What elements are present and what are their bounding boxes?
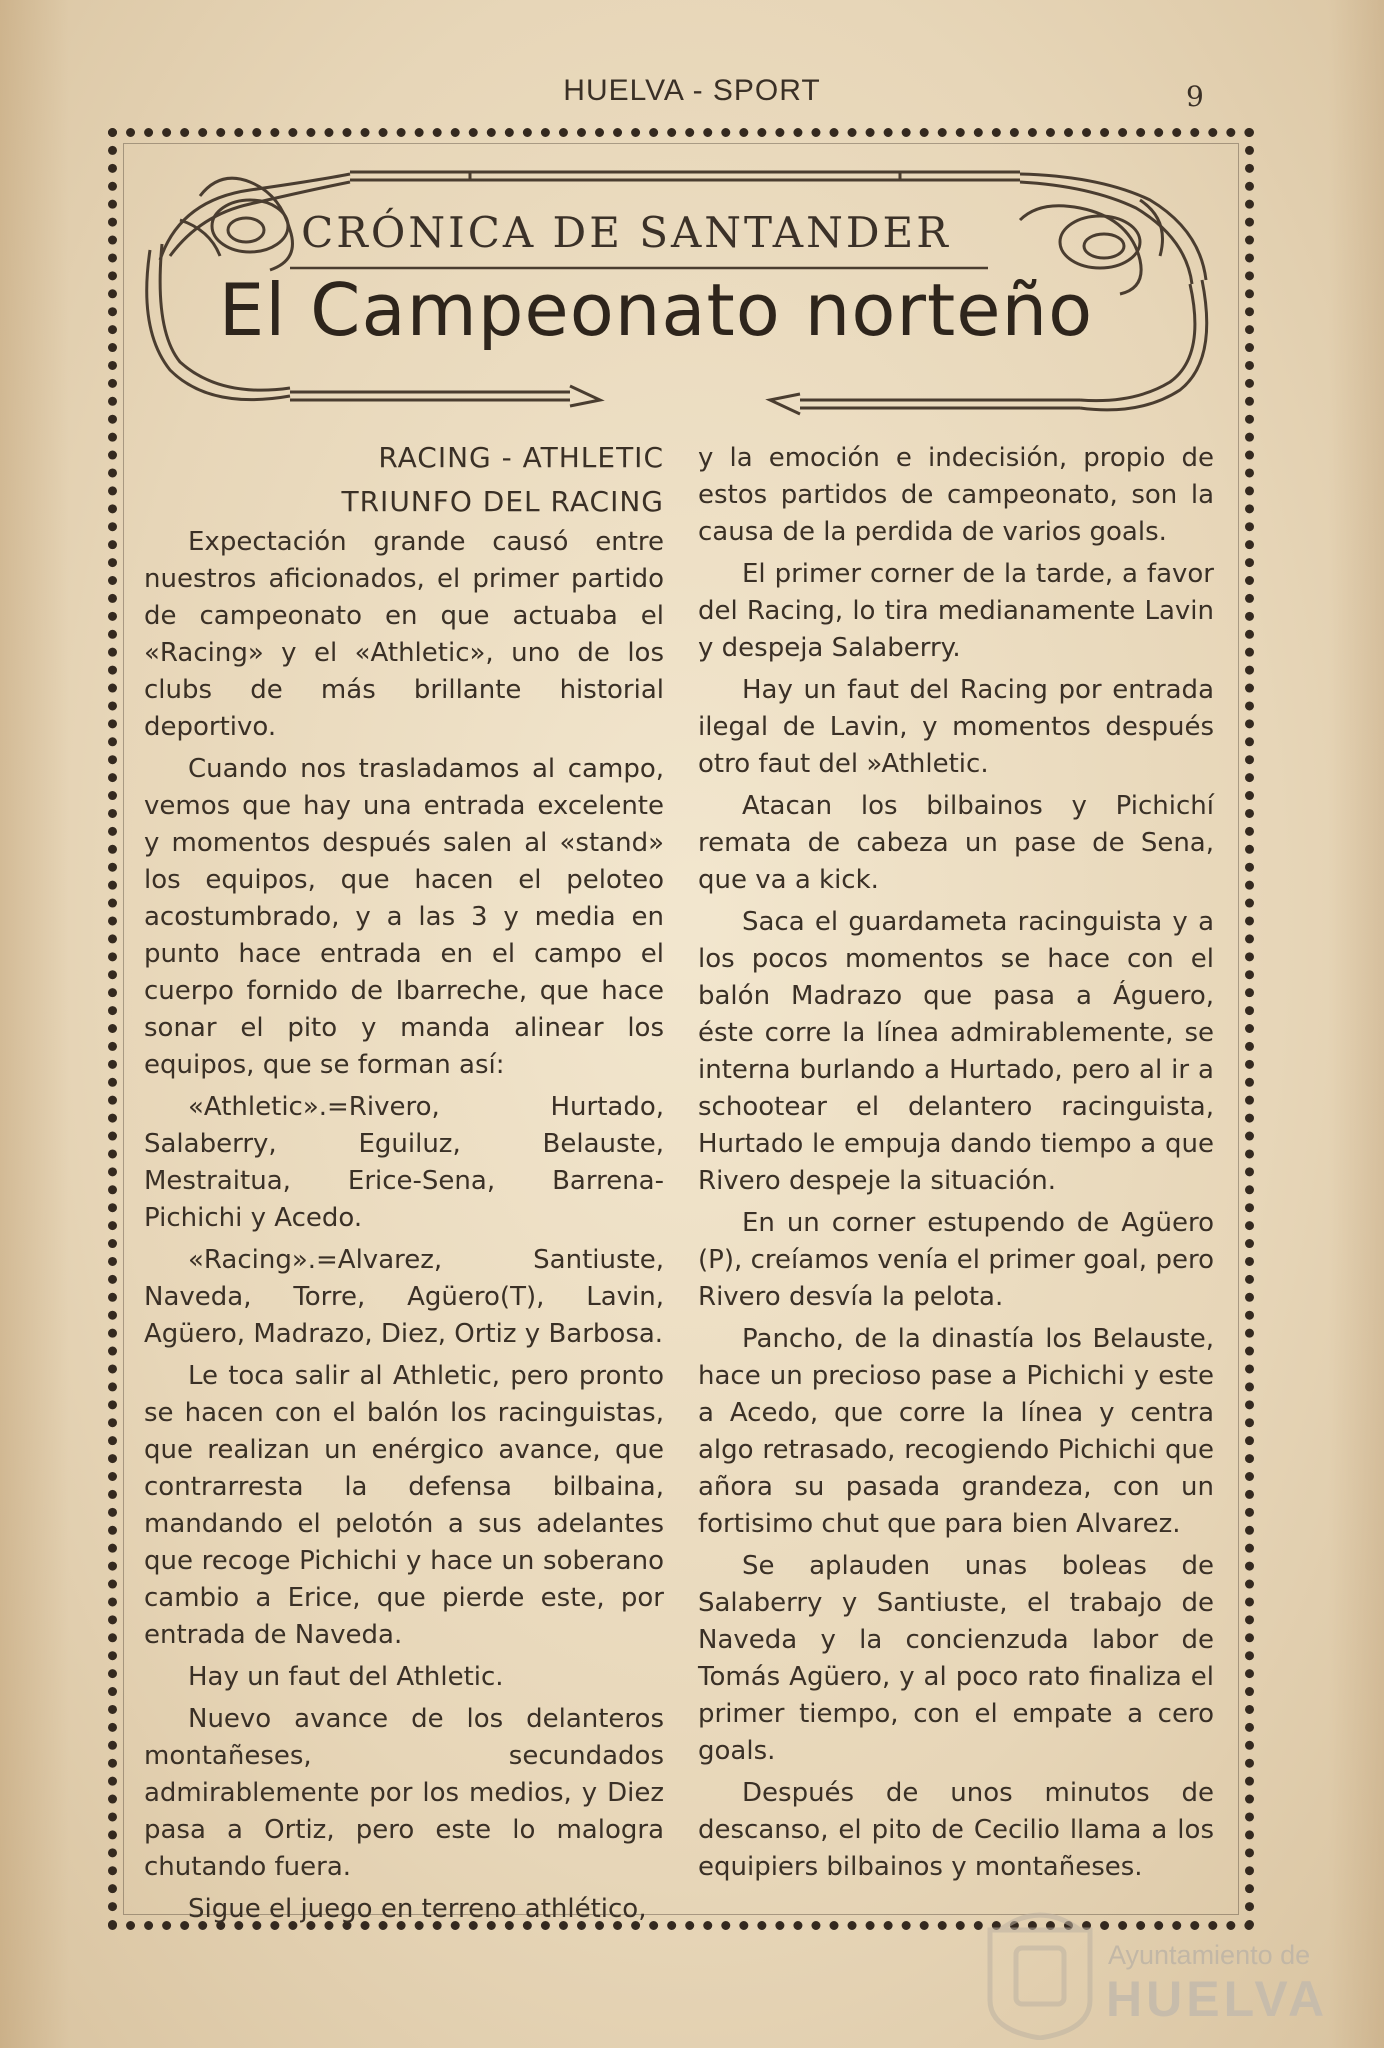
paragraph: «Athletic».=Rivero, Hurtado, Salaberry, Eguiluz, Belauste, Mestraitua, Erice-Sena, Barrena-Pichichi y Acedo.	[144, 1092, 664, 1233]
running-head: HUELVA - SPORT	[563, 74, 821, 107]
paragraph: Sigue el juego en terreno athlético,	[188, 1894, 647, 1924]
paragraph: Saca el guardameta racinguista y a los pocos momentos se hace con el balón Madrazo que pasa a Águero, éste corre la línea admirablemente, se interna burlando a Hurtado, pero al ir a schootear el delantero racinguista, Hurtado le empuja dando tiempo a que Rivero despeje la situación.	[698, 907, 1214, 1196]
paragraph: Le toca salir al Athletic, pero pronto se hacen con el balón los racinguistas, que realizan un enérgico avance, que contrarresta la defensa bilbaina, mandando el pelotón a sus adelantes que recoge Pichichi y hace un soberano cambio a Erice, que pierde este, por entrada de Naveda.	[144, 1361, 664, 1650]
match-subheading: TRIUNFO DEL RACING	[341, 485, 664, 518]
paragraph: Hay un faut del Athletic.	[188, 1662, 504, 1692]
paragraph: Pancho, de la dinastía los Belauste, hace un precioso pase a Pichichi y este a Acedo, que corre la línea y centra algo retrasado, recogiendo Pichichi que añora su pasada grandeza, con un fortisimo chut que para bien Alvarez.	[698, 1324, 1214, 1539]
article-column-left	[144, 436, 664, 1928]
paragraph: Hay un faut del Racing por entrada ilegal de Lavin, y momentos después otro faut del »Athletic.	[698, 675, 1214, 779]
paragraph: El primer corner de la tarde, a favor del Racing, lo tira medianamente Lavin y despeja Salaberry.	[698, 559, 1214, 663]
paragraph: Se aplauden unas boleas de Salaberry y Santiuste, el trabajo de Naveda y la concienzuda labor de Tomás Agüero, y al poco rato finaliza el primer tiempo, con el empate a cero goals.	[698, 1551, 1214, 1766]
page-number: 9	[1186, 80, 1204, 113]
paragraph: Después de unos minutos de descanso, el pito de Cecilio llama a los equipiers bilbainos y montañeses.	[698, 1778, 1214, 1882]
match-heading: RACING - ATHLETIC	[378, 441, 664, 474]
paragraph: Cuando nos trasladamos al campo, vemos que hay una entrada excelente y momentos después salen al «stand» los equipos, que hacen el peloteo acostumbrado, y a las 3 y media en punto hace entrada en el campo el cuerpo fornido de Ibarreche, que hace sonar el pito y manda alinear los equipos, que se forman así:	[144, 754, 664, 1080]
watermark-line-1: Ayuntamiento de	[1108, 1940, 1311, 1970]
paragraph: «Racing».=Alvarez, Santiuste, Naveda, Torre, Agüero(T), Lavin, Agüero, Madrazo, Diez, Ortiz y Barbosa.	[144, 1245, 664, 1349]
paragraph: En un corner estupendo de Agüero (P), creíamos venía el primer goal, pero Rivero desvía la pelota.	[698, 1208, 1214, 1312]
article-column-right	[698, 440, 1214, 1886]
watermark-line-2: HUELVA	[1106, 1971, 1329, 2027]
paragraph: Atacan los bilbainos y Pichichí remata de cabeza un pase de Sena, que va a kick.	[698, 791, 1214, 895]
section-kicker: CRÓNICA DE SANTANDER	[301, 208, 951, 257]
paragraph: y la emoción e indecisión, propio de estos partidos de campeonato, son la causa de la perdida de varios goals.	[698, 443, 1214, 547]
paragraph: Expectación grande causó entre nuestros aficionados, el primer partido de campeonato en que actuaba el «Racing» y el «Athletic», uno de los clubs de más brillante historial deportivo.	[144, 527, 664, 742]
article-headline: El Campeonato norteño	[218, 268, 1094, 352]
paragraph: Nuevo avance de los delanteros montañeses, secundados admirablemente por los medios, y Diez pasa a Ortiz, pero este lo malogra chutando fuera.	[144, 1704, 664, 1882]
